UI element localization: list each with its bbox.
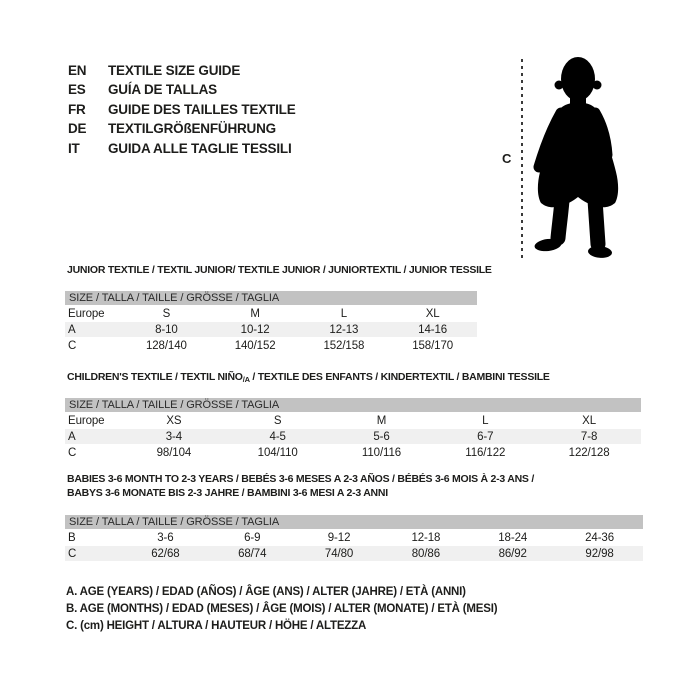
- row-label-cell: Europe: [68, 307, 105, 320]
- size-cell: 92/98: [556, 546, 643, 561]
- size-cell: 14-16: [388, 322, 477, 337]
- table-header-bar: [65, 515, 643, 529]
- row-label-cell: C: [68, 446, 77, 459]
- size-cell: 12-18: [411, 531, 441, 544]
- size-cell: 3-6: [157, 531, 174, 544]
- childrens-section-title: [67, 370, 550, 387]
- table-header-bar: [65, 398, 641, 412]
- footnote-c: C. (cm) HEIGHT / ALTURA / HAUTEUR / HÖHE / ALTEZZA: [66, 620, 367, 633]
- table-row: [65, 445, 641, 460]
- size-cell: 68/74: [209, 546, 296, 561]
- row-label-cell: C: [65, 546, 122, 561]
- size-header-label: SIZE / TALLA / TAILLE / GRÖSSE / TAGLIA: [65, 291, 477, 305]
- table-row: [65, 338, 477, 353]
- size-cell: 98/104: [156, 446, 192, 459]
- title-part: / TEXTILE DES ENFANTS / KINDERTEXTIL / BAMBINI TESSILE: [249, 371, 550, 383]
- language-code: IT: [68, 140, 80, 156]
- row-label-cell: C: [68, 339, 77, 352]
- size-cell: 62/68: [122, 546, 209, 561]
- size-cell: 116/122: [465, 446, 506, 459]
- size-cell: 80/86: [382, 546, 469, 561]
- title-line: BABIES 3-6 MONTH TO 2-3 YEARS / BEBÉS 3-6 MESES A 2-3 AÑOS / BÉBÉS 3-6 MOIS À 2-3 ANS /: [67, 473, 535, 485]
- size-cell: 9-12: [327, 531, 351, 544]
- language-label: GUÍA DE TALLAS: [108, 82, 217, 98]
- size-header-label: SIZE / TALLA / TAILLE / GRÖSSE / TAGLIA: [65, 515, 643, 529]
- table-row: [65, 429, 641, 444]
- size-cell: 24-36: [585, 531, 615, 544]
- size-cell: 3-4: [122, 429, 226, 444]
- footnote-a: A. AGE (YEARS) / EDAD (AÑOS) / ÂGE (ANS) / ALTER (JAHRE) / ETÀ (ANNI): [66, 586, 466, 598]
- table-row: [65, 322, 477, 337]
- size-cell: 7-8: [537, 429, 641, 444]
- babies-section-title: [67, 472, 534, 500]
- row-label-cell: Europe: [68, 414, 105, 427]
- size-cell: 86/92: [469, 546, 556, 561]
- size-cell: 8-10: [122, 322, 211, 337]
- language-code: FR: [68, 101, 86, 117]
- size-cell: S: [273, 414, 282, 427]
- toddler-silhouette-icon: [532, 55, 622, 260]
- size-cell: XS: [166, 414, 182, 427]
- size-cell: 18-24: [498, 531, 528, 544]
- table-row: [65, 306, 477, 321]
- language-code: DE: [68, 121, 87, 137]
- size-cell: S: [162, 307, 171, 320]
- size-cell: 152/158: [323, 339, 365, 352]
- height-measure-dashed-line: [521, 59, 523, 258]
- table-header-bar: [65, 291, 477, 305]
- language-row-fr: [68, 100, 296, 119]
- size-cell: 128/140: [145, 339, 187, 352]
- language-row-en: [68, 61, 296, 80]
- row-label-cell: B: [68, 531, 76, 544]
- title-line: BABYS 3-6 MONATE BIS 2-3 JAHRE / BAMBINI 3-6 MESI A 2-3 ANNI: [67, 487, 388, 499]
- size-cell: L: [340, 307, 348, 320]
- language-label: GUIDA ALLE TAGLIE TESSILI: [108, 140, 292, 156]
- size-cell: 6-9: [244, 531, 261, 544]
- height-measure-label: C: [502, 151, 512, 166]
- junior-section-title: JUNIOR TEXTILE / TEXTIL JUNIOR/ TEXTILE JUNIOR / JUNIORTEXTIL / JUNIOR TESSILE: [67, 264, 492, 276]
- title-part: CHILDREN'S TEXTILE / TEXTIL NIÑO: [67, 371, 243, 383]
- table-row: [65, 413, 641, 428]
- table-row: [65, 546, 643, 561]
- language-row-es: [68, 80, 296, 99]
- size-cell: 104/110: [257, 446, 298, 459]
- size-cell: L: [482, 414, 489, 427]
- size-cell: 74/80: [296, 546, 383, 561]
- footnotes: [66, 584, 497, 636]
- size-cell: XL: [425, 307, 440, 320]
- row-label-cell: A: [65, 322, 122, 337]
- language-label: GUIDE DES TAILLES TEXTILE: [108, 101, 296, 117]
- table-row: [65, 530, 643, 545]
- size-cell: 122/128: [568, 446, 610, 459]
- size-cell: 12-13: [300, 322, 389, 337]
- language-code: EN: [68, 63, 87, 78]
- row-label-cell: A: [65, 429, 122, 444]
- title-part-subscript: /A: [242, 375, 250, 384]
- language-row-it: [68, 139, 296, 158]
- size-cell: 6-7: [433, 429, 537, 444]
- size-header-label: SIZE / TALLA / TAILLE / GRÖSSE / TAGLIA: [65, 398, 641, 412]
- size-cell: 158/170: [412, 339, 454, 352]
- size-cell: 110/116: [361, 446, 402, 459]
- junior-size-table: [65, 290, 477, 354]
- size-cell: M: [376, 414, 387, 427]
- size-cell: 4-5: [226, 429, 330, 444]
- footnote-b: B. AGE (MONTHS) / EDAD (MESES) / ÂGE (MOIS) / ALTER (MONATE) / ETÀ (MESI): [66, 603, 498, 616]
- language-guide: [68, 61, 296, 158]
- language-label: TEXTILE SIZE GUIDE: [108, 63, 241, 78]
- childrens-size-table: [65, 397, 641, 461]
- size-cell: 140/152: [234, 339, 276, 352]
- babies-size-table: [65, 514, 643, 562]
- size-cell: M: [250, 307, 260, 320]
- language-row-de: [68, 119, 296, 138]
- language-label: TEXTILGRÖßENFÜHRUNG: [108, 121, 276, 137]
- language-code: ES: [68, 82, 86, 98]
- size-cell: 5-6: [330, 429, 434, 444]
- size-cell: 10-12: [211, 322, 300, 337]
- size-cell: XL: [582, 414, 597, 427]
